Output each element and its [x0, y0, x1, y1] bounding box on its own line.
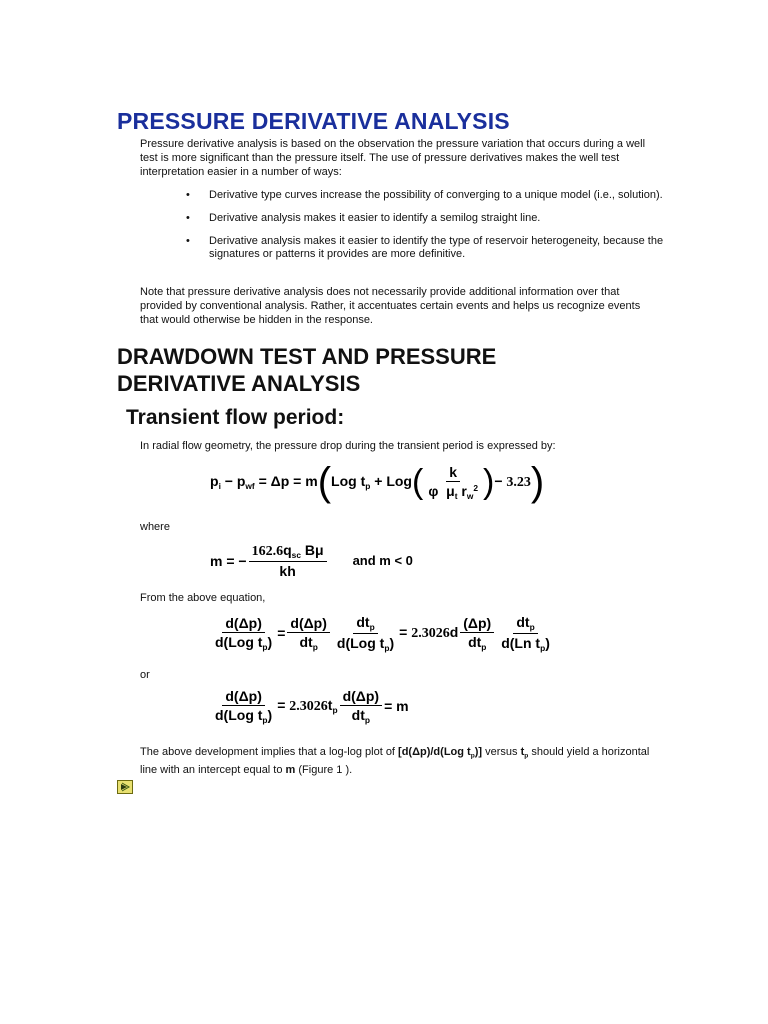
subsection-heading: Transient flow period:: [126, 406, 345, 429]
page-title: PRESSURE DERIVATIVE ANALYSIS: [117, 108, 510, 134]
transient-text: In radial flow geometry, the pressure drop during the transient period is expressed by:: [140, 440, 556, 452]
advantages-list: [140, 189, 670, 271]
conclusion-paragraph: The above development implies that a log-log plot of [d(Δp)/d(Log $t_p$)] versus $t_p$ should yield a horizontal line with an intercept equal to m (Figure 1 ).: [140, 746, 650, 777]
or-label: or: [140, 669, 150, 681]
intro-paragraph: Pressure derivative analysis is based on the observation the pressure variation that occurs during a well test is more significant than the pressure itself. The use of pressure derivatives makes the well test interpretation easier in a number of ways:: [140, 138, 646, 178]
list-item: • Derivative analysis makes it easier to identify the type of reservoir heterogeneity, because the signatures or patterns it provides are more definitive.: [186, 234, 664, 261]
from-above-label: From the above equation,: [140, 592, 266, 604]
equation-derivative-chain: $\frac{d(\Delta p)}{d(Log t_p)}$ = $\frac{d(\Delta p)}{dt_p}$ $\frac{dt_p}{d(Log t_p)}$ = 2.3026d $\frac{(\Delta p)}{dt_p}$ $\frac{dt_p}{d(Ln t_p)}$: [215, 614, 550, 653]
equation-intercept: $\frac{d(\Delta p)}{d(Log t_p)}$ = $2.3026t_p$ $\frac{d(\Delta p)}{dt_p}$ = m: [215, 688, 409, 725]
list-item: • Derivative analysis makes it easier to identify a semilog straight line.: [186, 211, 541, 224]
where-label: where: [140, 521, 170, 533]
note-paragraph: Note that pressure derivative analysis does not necessarily provide additional information over that provided by conventional analysis. Rather, it accentuates certain events and helps us recognize events that would otherwise be hidden in the response.: [140, 286, 641, 326]
figure-link-icon[interactable]: [117, 780, 133, 794]
equation-pressure-drop: $p_i - p_{wf} = \Delta p = m$ ( Log $t_p$ + Log ( $\frac{k}{\varphi \mu_t r_w^2}$ ) − 3.23 ): [210, 460, 545, 504]
equation-slope: m = − $\frac{162.6q_{sc} B\mu}{kh}$ and m < 0: [210, 542, 413, 579]
section-heading: DRAWDOWN TEST AND PRESSURE DERIVATIVE ANALYSIS: [117, 344, 497, 396]
list-item: • Derivative type curves increase the possibility of converging to a unique model (i.e., solution).: [186, 189, 663, 201]
